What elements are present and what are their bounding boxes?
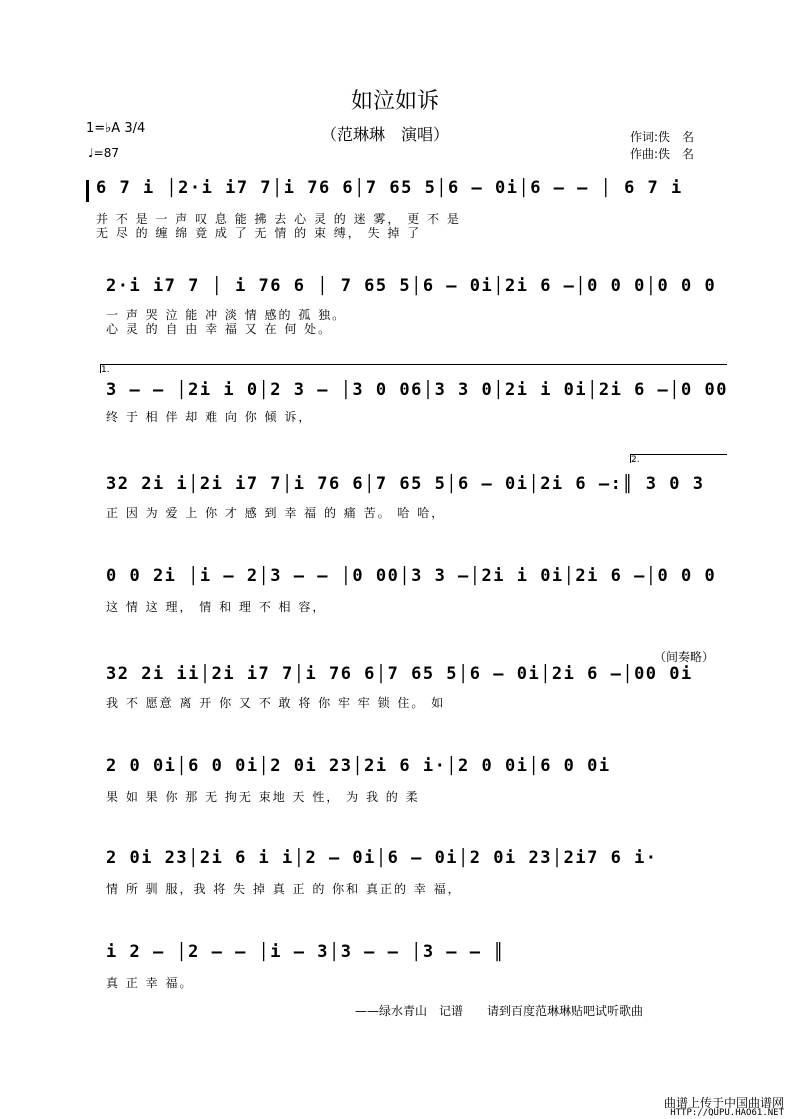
notes-row-9: i 2 – │2 – – │i – 3│3 – – │3 – – ║	[106, 942, 505, 962]
key-signature: 1=♭A 3/4	[86, 121, 146, 136]
score-row-9	[86, 942, 738, 992]
lyrics-row-1-verse-1: 并 不 是 一 声 叹 息 能 拂 去 心 灵 的 迷 雾， 更 不 是	[96, 212, 461, 226]
score-row-4	[86, 454, 738, 520]
tempo-mark: ♩=87	[88, 146, 119, 160]
page-title: 如泣如诉	[350, 89, 439, 114]
watermark-text: 曲谱上传于中国曲谱网	[663, 1096, 784, 1110]
notes-row-6: 32 2i ii│2i i7 7│i 76 6│7 65 5│6 – 0i│2i 6 –│00 0i	[106, 664, 693, 684]
interlude-annotation: （间奏略）	[654, 650, 715, 664]
notes-row-8: 2 0i 23│2i 6 i i│2 – 0i│6 – 0i│2 0i 23│2i7 6 i·	[106, 848, 658, 868]
score-row-1	[86, 178, 738, 238]
lyrics-row-2-verse-2: 心 灵 的 自 由 幸 福 又 在 何 处。	[106, 322, 333, 336]
lyrics-row-7: 果 如 果 你 那 无 拘无 束地 天 性， 为 我 的 柔	[106, 790, 420, 804]
notes-row-2: 2·i i7 7 │ i 76 6 │ 7 65 5│6 – 0i│2i 6 –│0 0 0│0 0 0	[106, 276, 717, 296]
lyrics-row-5: 这 情 这 理， 情 和 理 不 相 容，	[106, 600, 327, 614]
volta-1-bracket: 1.	[100, 364, 727, 373]
notes-row-3: 3 – – │2i i 0│2 3 – │3 0 06│3 3 0│2i i 0i│2i 6 –│0 00	[106, 380, 728, 400]
score-row-7	[86, 756, 738, 806]
volta-2-bracket: 2.	[630, 454, 727, 463]
notes-row-7: 2 0 0i│6 0 0i│2 0i 23│2i 6 i·│2 0 0i│6 0 0i	[106, 756, 611, 776]
lyricist-credit: 作词:佚 名	[630, 130, 695, 144]
composer-credit: 作曲:佚 名	[630, 147, 695, 161]
lyrics-row-9: 真 正 幸 福。	[106, 976, 194, 990]
score-row-5	[86, 566, 738, 616]
lyrics-row-6: 我 不 愿意 离 开 你 又 不 敢 将 你 牢 牢 锁 住。 如	[106, 696, 446, 710]
lyrics-row-8: 情 所 驯 服，我 将 失 掉 真 正 的 你和 真正的 幸 福，	[106, 882, 462, 896]
lyrics-row-1-verse-2: 无 尽 的 缠 绵 竟 成 了 无 情 的 束 缚， 失 掉 了	[96, 226, 422, 240]
notes-row-4: 32 2i i│2i i7 7│i 76 6│7 65 5│6 – 0i│2i 6 –:║ 3 0 3	[106, 474, 705, 494]
score-row-8	[86, 848, 738, 898]
lyrics-row-4: 正 因 为 爱 上 你 才 感 到 幸 福 的 痛 苦。 哈 哈，	[106, 506, 446, 520]
score-row-3	[86, 364, 738, 424]
watermark-url: HTTP://QUPU.HAO61.NET	[670, 1108, 784, 1118]
lyrics-row-2-verse-1: 一 声 哭 泣 能 冲 淡 情 感的 孤 独。	[106, 308, 347, 322]
score-row-2	[86, 276, 738, 336]
score-row-6	[86, 648, 738, 710]
singer-credit: （范琳琳 演唱）	[320, 125, 449, 144]
transcriber-footer: ——绿水青山 记谱 请到百度范琳琳贴吧试听歌曲	[355, 1004, 644, 1018]
notes-row-5: 0 0 2i │i – 2│3 – – │0 00│3 3 –│2i i 0i│2i 6 –│0 0 0	[106, 566, 717, 586]
notes-row-1: 6 7 i │2·i i7 7│i 76 6│7 65 5│6 – 0i│6 – – │ 6 7 i	[96, 178, 683, 198]
lyrics-row-3: 终 于 相 伴 却 难 向 你 倾 诉，	[106, 410, 313, 424]
